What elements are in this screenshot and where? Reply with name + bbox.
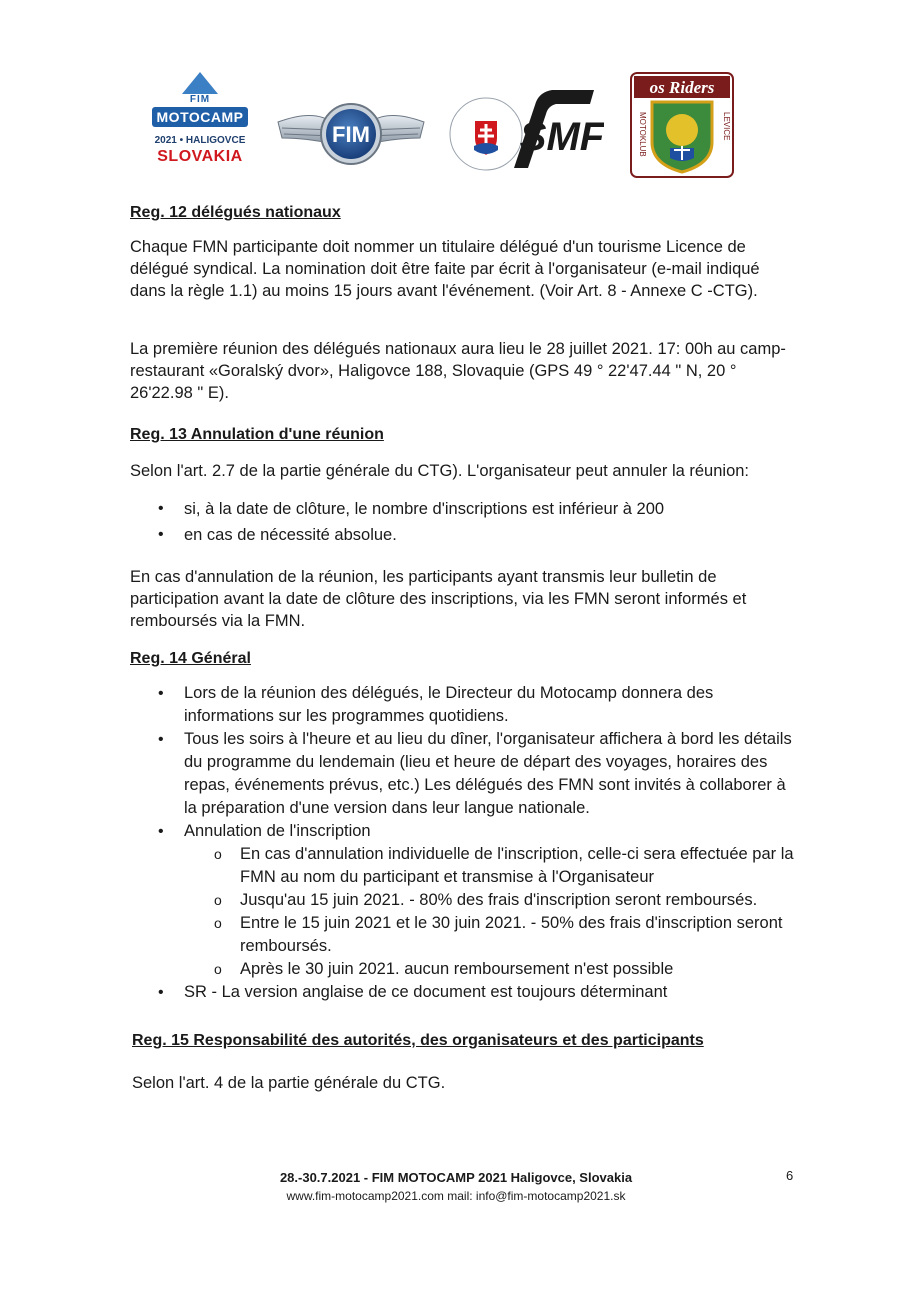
riders-side-right: LEVICE	[722, 112, 731, 141]
reg13-bullet-list	[154, 498, 774, 550]
fim-logo	[276, 94, 426, 174]
reg13-heading: Reg. 13 Annulation d'une réunion	[130, 426, 384, 443]
riders-crest-icon	[630, 72, 734, 178]
footer-contact-line: www.fim-motocamp2021.com mail: info@fim-motocamp2021.sk	[286, 1189, 626, 1203]
reg15-text: Selon l'art. 4 de la partie générale du CTG.	[132, 1074, 446, 1092]
reg14-bullet-list	[154, 682, 794, 1004]
list-item: • SR - La version anglaise de ce document est toujours déterminant	[154, 981, 794, 1004]
sub-list-item: o En cas d'annulation individuelle de l'inscription, celle-ci sera effectuée par la FMN au nom du participant et transmise à l'Organisateur	[184, 843, 794, 889]
smf-logo-text: SMF	[519, 115, 604, 159]
reg13-after-text: En cas d'annulation de la réunion, les participants ayant transmis leur bulletin de participation avant la date de clôture des inscriptions, via les FMN seront informés et remboursés via la FMN.	[130, 568, 747, 630]
list-item: • Tous les soirs à l'heure et au lieu du dîner, l'organisateur affichera à bord les détails du programme du lendemain (lieu et heure de départ des voyages, horaires des repas, événements prévus, etc.) Les délégués des FMN sont invités à collaborer à la préparation d'une version dans leur langue nationale.	[154, 728, 794, 820]
motocamp-logo-fim: FIM	[189, 94, 211, 105]
sub-list-item: o Jusqu'au 15 juin 2021. - 80% des frais d'inscription seront remboursés.	[184, 889, 794, 912]
fim-logo-text: FIM	[332, 122, 370, 147]
riders-logo-text: os Riders	[649, 78, 715, 97]
motocamp-logo-sub: 2021 • HALIGOVCE	[154, 135, 246, 146]
reg13-intro: Selon l'art. 2.7 de la partie générale du CTG). L'organisateur peut annuler la réunion:	[130, 462, 750, 480]
mountain-icon	[182, 72, 218, 94]
smf-emblem-icon	[444, 84, 604, 174]
reg12-paragraph-1: Chaque FMN participante doit nommer un titulaire délégué d'un tourisme Licence de délégué syndical. La nomination doit être faite par écrit à l'organisateur (e-mail indiqué dans la règle 1.1) au moins 15 jours avant l'événement. (Voir Art. 8 - Annexe C -CTG).	[130, 238, 760, 300]
fim-wings-icon	[276, 94, 426, 174]
page-number: 6	[786, 1168, 794, 1183]
riders-logo	[630, 72, 734, 178]
motocamp-logo-name: MOTOCAMP	[152, 107, 248, 127]
list-item: • si, à la date de clôture, le nombre d'inscriptions est inférieur à 200	[154, 498, 774, 524]
list-item: • en cas de nécessité absolue.	[154, 524, 774, 550]
motocamp-logo	[148, 72, 252, 184]
reg14-heading: Reg. 14 Général	[130, 650, 251, 667]
list-item	[154, 820, 794, 981]
list-item-label: Annulation de l'inscription	[184, 822, 371, 840]
reg12-paragraph-2: La première réunion des délégués nationaux aura lieu le 28 juillet 2021. 17: 00h au camp-restaurant «Goralský dvor», Haligovce 188, Slovaquie (GPS 49 ° 22'47.44 " N, 20 ° 26'22.98 " E).	[130, 340, 786, 402]
list-item: • Lors de la réunion des délégués, le Directeur du Motocamp donnera des informations sur les programmes quotidiens.	[154, 682, 794, 728]
sub-list-item: o Entre le 15 juin 2021 et le 30 juin 2021. - 50% des frais d'inscription seront remboursés.	[184, 912, 794, 958]
riders-side-left: MOTOKLUB	[638, 112, 647, 157]
page-footer	[0, 1170, 920, 1203]
header-logos	[148, 64, 731, 184]
motocamp-logo-country: SLOVAKIA	[157, 148, 243, 165]
reg15-heading: Reg. 15 Responsabilité des autorités, des organisateurs et des participants	[132, 1032, 704, 1049]
reg14-sub-list	[184, 843, 794, 981]
sub-list-item: o Après le 30 juin 2021. aucun remboursement n'est possible	[184, 958, 794, 981]
reg12-heading: Reg. 12 délégués nationaux	[130, 204, 341, 221]
smf-logo	[444, 84, 604, 174]
footer-event-line: 28.-30.7.2021 - FIM MOTOCAMP 2021 Haligovce, Slovakia	[279, 1170, 633, 1185]
